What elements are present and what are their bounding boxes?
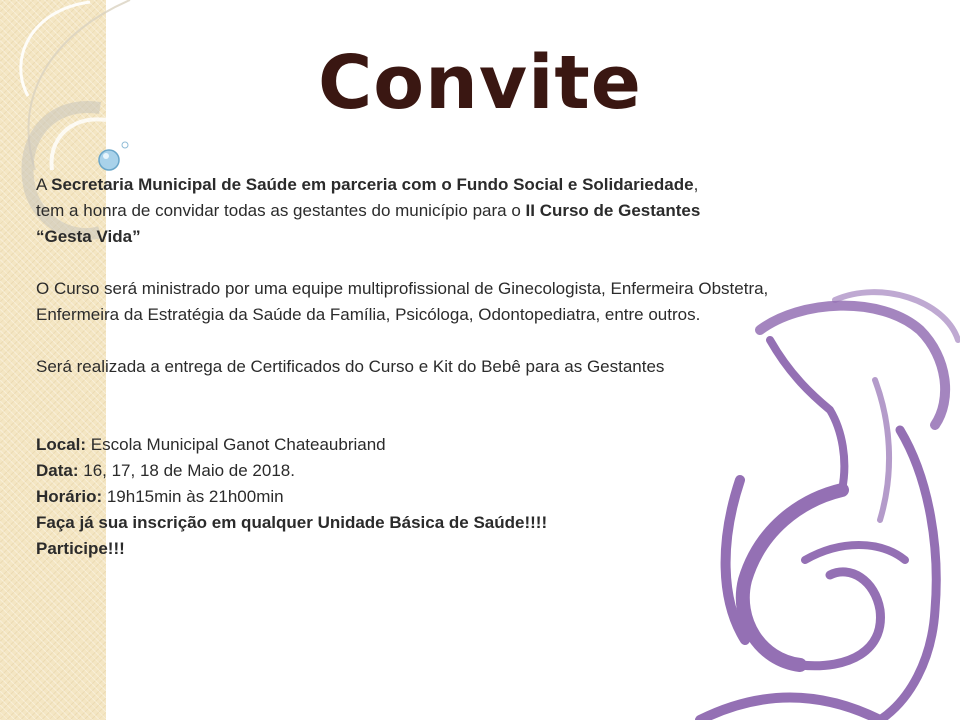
course-subtitle: “Gesta Vida”	[36, 227, 141, 246]
spacer	[36, 328, 916, 354]
local-line	[36, 432, 916, 458]
intro-line-1	[36, 172, 916, 198]
intro-line-3	[36, 224, 916, 250]
intro-invite-text: tem a honra de convidar todas as gestantes do município para o	[36, 201, 526, 220]
team-line-1: O Curso será ministrado por uma equipe multiprofissional de Ginecologista, Enfermeira Obstetra,	[36, 279, 769, 298]
date-value: 16, 17, 18 de Maio de 2018.	[78, 461, 295, 480]
local-label: Local:	[36, 435, 87, 454]
time-line	[36, 484, 916, 510]
certificates-line: Será realizada a entrega de Certificados do Curso e Kit do Bebê para as Gestantes	[36, 357, 665, 376]
date-label: Data:	[36, 461, 79, 480]
intro-comma: ,	[693, 175, 699, 194]
participate-line	[36, 536, 916, 562]
spacer	[36, 250, 916, 276]
date-line	[36, 458, 916, 484]
participate-text: Participe!!!	[36, 539, 125, 558]
registration-text: Faça já sua inscrição em qualquer Unidade Básica de Saúde!!!!	[36, 513, 548, 532]
time-value: 19h15min às 21h00min	[102, 487, 284, 506]
registration-line	[36, 510, 916, 536]
invitation-body	[36, 172, 916, 562]
intro-line-2	[36, 198, 916, 224]
course-name: II Curso de Gestantes	[525, 201, 701, 220]
team-line-2: Enfermeira da Estratégia da Saúde da Família, Psicóloga, Odontopediatra, entre outros.	[36, 305, 701, 324]
intro-prefix: A	[36, 175, 52, 194]
page-title: Convite	[318, 40, 642, 126]
time-label: Horário:	[36, 487, 103, 506]
local-value: Escola Municipal Ganot Chateaubriand	[86, 435, 386, 454]
secretaria-name: Secretaria Municipal de Saúde em parceria com o Fundo Social e Solidariedade	[51, 175, 694, 194]
spacer	[36, 380, 916, 432]
